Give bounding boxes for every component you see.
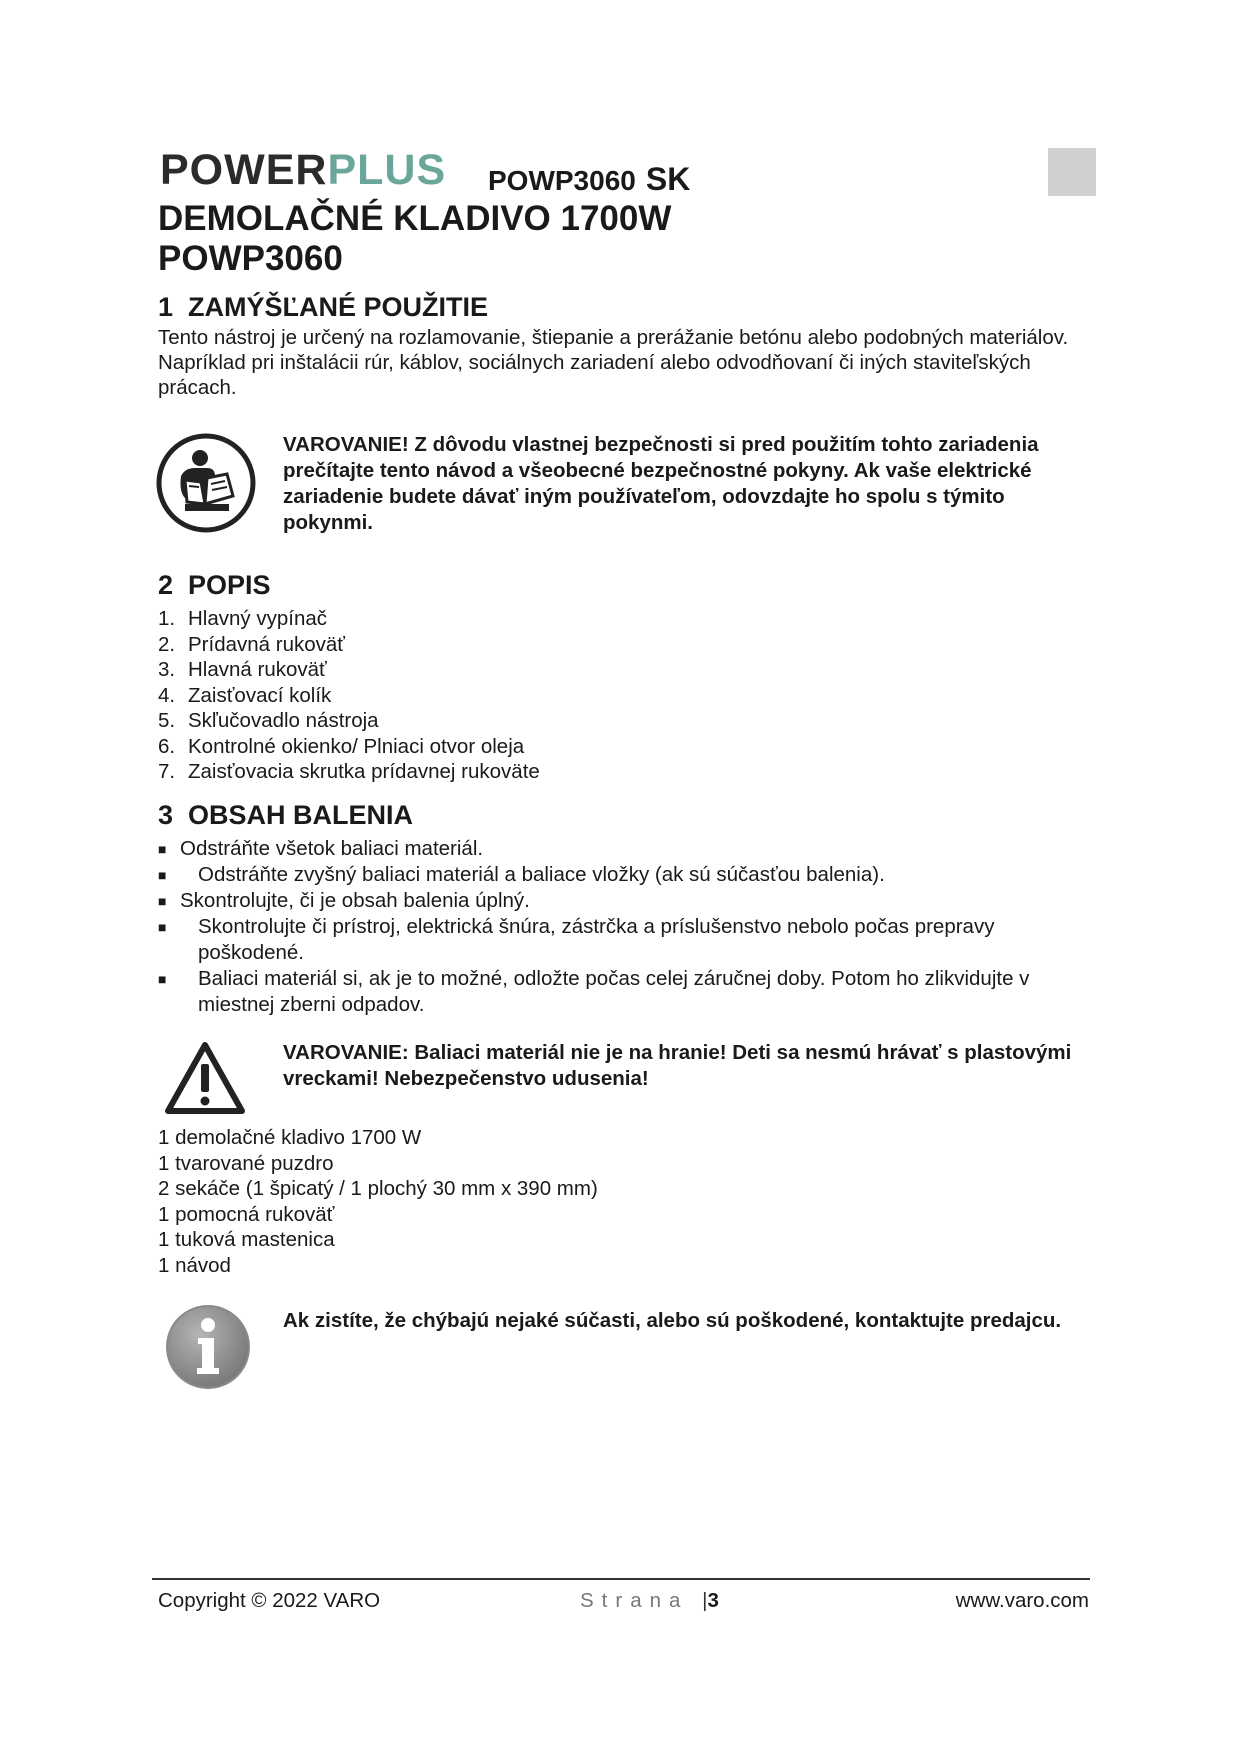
language-tab-marker xyxy=(1048,148,1096,196)
contents-item: 1 tuková mastenica xyxy=(158,1228,335,1251)
parts-list-item xyxy=(158,657,540,683)
item-number: 7. xyxy=(158,760,176,783)
item-text: Prídavná rukoväť xyxy=(188,632,345,656)
item-number: 4. xyxy=(158,683,176,707)
section-heading-intended-use xyxy=(158,292,488,322)
contents-item: 1 pomocná rukoväť xyxy=(158,1202,335,1226)
item-text: Skľučovadlo nástroja xyxy=(188,709,379,732)
section-title: OBSAH BALENIA xyxy=(188,800,414,830)
read-manual-icon xyxy=(155,432,257,534)
parts-list-item xyxy=(158,759,540,785)
powerplus-logo xyxy=(160,148,446,192)
item-text: Kontrolné okienko/ Plniaci otvor oleja xyxy=(188,734,525,758)
item-number: 6. xyxy=(158,734,176,758)
bullet-icon: ■ xyxy=(158,919,167,935)
parts-list xyxy=(158,606,540,785)
copyright: Copyright © 2022 VARO xyxy=(158,1589,381,1612)
section-heading-description xyxy=(158,570,271,600)
language-code: SK xyxy=(645,161,691,197)
item-number: 3. xyxy=(158,658,176,681)
model-code xyxy=(488,161,691,197)
bullet-text: Odstráňte všetok baliaci materiál. xyxy=(180,837,484,860)
intended-use-text: Tento nástroj je určený na rozlamovanie, štiepanie a prerážanie betónu alebo podobných materiálov. Napríklad pri inštalácii rúr, káblov, sociálnych zariadení alebo odvodňovaní či iných staviteľských prácach. xyxy=(158,326,1069,399)
website-link[interactable]: www.varo.com xyxy=(955,1589,1089,1612)
contents-item: 1 návod xyxy=(158,1253,231,1277)
section-title: POPIS xyxy=(188,570,271,600)
item-number: 2. xyxy=(158,632,176,656)
item-text: Hlavný vypínač xyxy=(188,607,328,630)
bullet-icon: ■ xyxy=(158,893,167,909)
section-heading-package-contents xyxy=(158,800,413,830)
bullet-text: Skontrolujte či prístroj, elektrická šnúra, zástrčka a príslušenstvo nebolo počas prepravy poškodené. xyxy=(198,915,995,964)
bullet-text: Odstráňte zvyšný baliaci materiál a baliace vložky (ak sú súčasťou balenia). xyxy=(198,863,885,886)
bullet-icon: ■ xyxy=(158,971,167,987)
parts-list-item xyxy=(158,606,540,632)
bullet-text: Baliaci materiál si, ak je to možné, odložte počas celej záručnej doby. Potom ho zlikvidujte v miestnej zberni odpadov. xyxy=(198,967,1030,1016)
logo-power: POWER xyxy=(160,146,328,194)
contents-item: 2 sekáče (1 špicatý / 1 plochý 30 mm x 390 mm) xyxy=(158,1177,598,1200)
bullet-item xyxy=(158,862,1088,888)
warning-text: VAROVANIE! Z dôvodu vlastnej bezpečnosti si pred použitím tohto zariadenia prečítajte tento návod a všeobecné bezpečnostné pokyny. Ak vaše elektrické zariadenie budete dávať iným používateľom, odovzdajte ho spolu s týmito pokynmi. xyxy=(283,433,1039,534)
product-title: DEMOLAČNÉ KLADIVO 1700W xyxy=(158,199,672,238)
warning-text: VAROVANIE: Baliaci materiál nie je na hranie! Deti sa nesmú hrávať s plastovými vreckami! Nebezpečenstvo udusenia! xyxy=(283,1041,1072,1090)
logo-plus: PLUS xyxy=(327,146,447,194)
model-number: POWP3060 xyxy=(488,165,636,196)
section-title: ZAMÝŠĽANÉ POUŽITIE xyxy=(188,292,489,322)
parts-list-item xyxy=(158,708,540,734)
bullet-item xyxy=(158,966,1088,1018)
page-label: Strana xyxy=(580,1589,689,1612)
parts-list-item xyxy=(158,632,540,658)
bullet-item xyxy=(158,914,1088,966)
info-icon xyxy=(163,1302,253,1392)
product-model-title: POWP3060 xyxy=(158,239,343,278)
page-number: 3 xyxy=(707,1589,719,1612)
unpacking-instructions xyxy=(158,836,1088,1018)
page-separator: | xyxy=(702,1589,708,1612)
info-text: Ak zistíte, že chýbajú nejaké súčasti, alebo sú poškodené, kontaktujte predajcu. xyxy=(283,1309,1062,1332)
item-text: Hlavná rukoväť xyxy=(188,658,327,681)
warning-triangle-icon xyxy=(163,1040,247,1116)
parts-list-item xyxy=(158,734,540,760)
page-indicator xyxy=(580,1588,719,1614)
bullet-item xyxy=(158,836,1088,862)
contents-item: 1 tvarované puzdro xyxy=(158,1151,334,1175)
bullet-icon: ■ xyxy=(158,841,167,857)
item-number: 5. xyxy=(158,709,176,732)
bullet-item xyxy=(158,888,1088,914)
item-text: Zaisťovacia skrutka prídavnej rukoväte xyxy=(188,760,540,783)
parts-list-item xyxy=(158,683,540,709)
item-text: Zaisťovací kolík xyxy=(188,683,332,707)
item-number: 1. xyxy=(158,607,176,630)
bullet-icon: ■ xyxy=(158,867,167,883)
contents-item: 1 demolačné kladivo 1700 W xyxy=(158,1126,422,1149)
bullet-text: Skontrolujte, či je obsah balenia úplný. xyxy=(180,889,530,912)
section-number: 3 xyxy=(158,800,174,830)
footer-divider xyxy=(152,1578,1090,1580)
section-number: 1 xyxy=(158,292,174,322)
package-contents-list xyxy=(158,1125,598,1278)
section-number: 2 xyxy=(158,570,174,600)
